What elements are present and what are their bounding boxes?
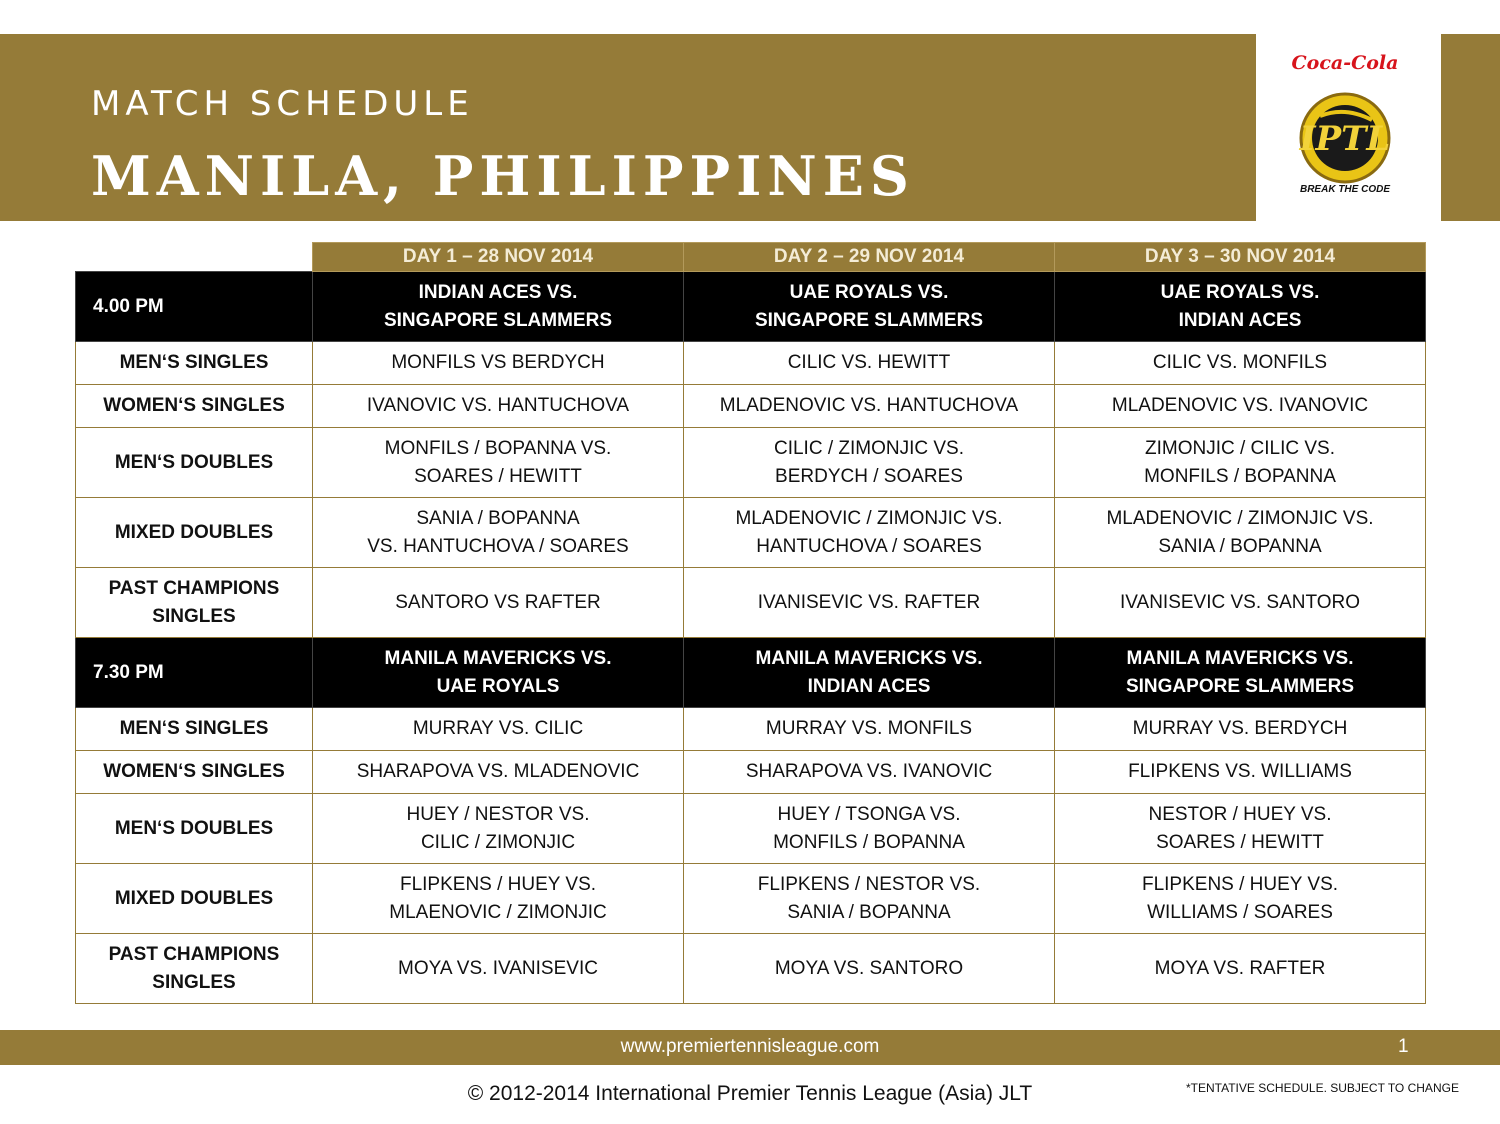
page-number: 1 (1398, 1036, 1409, 1057)
match-cell (684, 934, 1055, 1004)
cell-line: SHARAPOVA VS. MLADENOVIC (356, 761, 640, 782)
sponsor-wordmark: Coca-Cola (1291, 52, 1399, 74)
tie-cell (684, 272, 1055, 342)
cell-line: HUEY / TSONGA VS. (777, 803, 961, 825)
cell-line: SINGLES (152, 605, 236, 627)
cell-line: MLADENOVIC / ZIMONJIC VS. (735, 507, 1003, 529)
event-label (76, 864, 313, 934)
cell-line: MLADENOVIC VS. HANTUCHOVA (719, 395, 1019, 416)
day-header-3: DAY 3 – 30 NOV 2014 (1055, 243, 1426, 272)
event-label (76, 708, 313, 751)
cell-line: INDIAN ACES VS. (418, 281, 578, 303)
match-cell (313, 934, 684, 1004)
cell-line: MEN‘S DOUBLES (114, 817, 274, 839)
cell-line: SANTORO VS RAFTER (395, 591, 601, 613)
match-cell (1055, 498, 1426, 568)
cell-line: MANILA MAVERICKS VS. (1126, 647, 1354, 669)
match-cell (1055, 568, 1426, 638)
cell-line: CILIC / ZIMONJIC (420, 831, 576, 853)
cell-line: MIXED DOUBLES (114, 521, 274, 543)
cell-line: FLIPKENS VS. WILLIAMS (1128, 761, 1352, 782)
table-row (76, 708, 1426, 751)
cell-line: MLADENOVIC VS. IVANOVIC (1111, 395, 1369, 416)
match-cell (684, 794, 1055, 864)
tie-cell (313, 638, 684, 708)
day-header-1: DAY 1 – 28 NOV 2014 (313, 243, 684, 272)
session-time: 4.00 PM (76, 272, 313, 342)
corner-cell (76, 243, 313, 272)
cell-line: MLAENOVIC / ZIMONJIC (389, 901, 607, 923)
match-cell (313, 385, 684, 428)
event-label (76, 751, 313, 794)
disclaimer-note: *TENTATIVE SCHEDULE. SUBJECT TO CHANGE (1186, 1081, 1459, 1095)
cell-line: SHARAPOVA VS. IVANOVIC (745, 761, 993, 782)
cell-line: NESTOR / HUEY VS. (1148, 803, 1332, 825)
cell-line: HANTUCHOVA / SOARES (756, 535, 982, 557)
event-label (76, 342, 313, 385)
cell-line: SANIA / BOPANNA (787, 901, 951, 923)
cell-line: SINGLES (152, 971, 236, 993)
cell-line: MOYA VS. IVANISEVIC (398, 957, 598, 979)
event-label (76, 568, 313, 638)
match-cell (1055, 794, 1426, 864)
cell-line: MANILA MAVERICKS VS. (384, 647, 612, 669)
page-title: MANILA, PHILIPPINES (91, 144, 915, 208)
table-row (76, 934, 1426, 1004)
cell-line: PAST CHAMPIONS (108, 577, 280, 599)
cell-line: WILLIAMS / SOARES (1147, 901, 1333, 923)
cell-line: SOARES / HEWITT (1156, 831, 1324, 853)
cell-line: MONFILS VS BERDYCH (391, 352, 605, 373)
match-cell (1055, 708, 1426, 751)
session-row (76, 638, 1426, 708)
cell-line: CILIC / ZIMONJIC VS. (773, 437, 965, 459)
cell-line: INDIAN ACES (1178, 309, 1302, 331)
table-row (76, 751, 1426, 794)
match-cell (684, 428, 1055, 498)
match-cell (1055, 385, 1426, 428)
cell-line: CILIC VS. MONFILS (1152, 352, 1328, 373)
cell-line: VS. HANTUCHOVA / SOARES (367, 535, 629, 557)
match-cell (1055, 864, 1426, 934)
cell-line: IVANISEVIC VS. RAFTER (757, 591, 981, 613)
table-row (76, 342, 1426, 385)
cell-line: MURRAY VS. CILIC (412, 718, 584, 739)
cell-line: HUEY / NESTOR VS. (406, 803, 590, 825)
match-cell (313, 568, 684, 638)
event-label (76, 498, 313, 568)
cell-line: MEN‘S SINGLES (119, 718, 269, 739)
match-cell (313, 428, 684, 498)
match-cell (684, 385, 1055, 428)
event-label (76, 428, 313, 498)
cell-line: INDIAN ACES (807, 675, 931, 697)
session-time: 7.30 PM (76, 638, 313, 708)
match-cell (1055, 342, 1426, 385)
session-row (76, 272, 1426, 342)
match-cell (313, 498, 684, 568)
logo-tagline: BREAK THE CODE (1299, 184, 1390, 195)
match-cell (684, 498, 1055, 568)
cell-line: MONFILS / BOPANNA (773, 831, 965, 853)
cell-line: MEN‘S DOUBLES (114, 451, 274, 473)
cell-line: MOYA VS. RAFTER (1154, 957, 1326, 979)
match-cell (684, 751, 1055, 794)
cell-line: MEN‘S SINGLES (119, 352, 269, 373)
event-label (76, 794, 313, 864)
cell-line: MOYA VS. SANTORO (774, 957, 964, 979)
table-row (76, 864, 1426, 934)
footer-website-link[interactable]: www.premiertennisleague.com (620, 1036, 880, 1057)
table-row (76, 568, 1426, 638)
cell-line: MURRAY VS. BERDYCH (1132, 718, 1348, 739)
event-label (76, 934, 313, 1004)
cell-line: FLIPKENS / NESTOR VS. (757, 873, 981, 895)
match-cell (1055, 428, 1426, 498)
match-cell (684, 342, 1055, 385)
table-row (76, 498, 1426, 568)
cell-line: IVANISEVIC VS. SANTORO (1119, 591, 1361, 613)
cell-line: MONFILS / BOPANNA (1144, 465, 1336, 487)
match-cell (313, 864, 684, 934)
cell-line: UAE ROYALS VS. (789, 281, 949, 303)
cell-line: BERDYCH / SOARES (775, 465, 963, 487)
schedule-table (75, 242, 1426, 1004)
cell-line: MURRAY VS. MONFILS (765, 718, 973, 739)
match-cell (684, 568, 1055, 638)
match-cell (313, 342, 684, 385)
match-cell (313, 794, 684, 864)
cell-line: MLADENOVIC / ZIMONJIC VS. (1106, 507, 1374, 529)
match-cell (1055, 751, 1426, 794)
cell-line: UAE ROYALS VS. (1160, 281, 1320, 303)
cell-line: SINGAPORE SLAMMERS (1125, 675, 1355, 697)
match-cell (684, 708, 1055, 751)
tie-cell (684, 638, 1055, 708)
match-cell (313, 708, 684, 751)
match-cell (1055, 934, 1426, 1004)
event-label (76, 385, 313, 428)
cell-line: MANILA MAVERICKS VS. (755, 647, 983, 669)
table-row (76, 794, 1426, 864)
cell-line: MIXED DOUBLES (114, 887, 274, 909)
cell-line: SOARES / HEWITT (414, 465, 582, 487)
cell-line: SANIA / BOPANNA (416, 507, 580, 529)
tie-cell (313, 272, 684, 342)
cell-line: FLIPKENS / HUEY VS. (1141, 873, 1339, 895)
cell-line: ZIMONJIC / CILIC VS. (1144, 437, 1336, 459)
cell-line: FLIPKENS / HUEY VS. (399, 873, 597, 895)
cell-line: IVANOVIC VS. HANTUCHOVA (366, 395, 630, 416)
logo-mark: IPTL (1299, 119, 1391, 159)
cell-line: SANIA / BOPANNA (1158, 535, 1322, 557)
cell-line: SINGAPORE SLAMMERS (754, 309, 984, 331)
table-row (76, 428, 1426, 498)
cell-line: MONFILS / BOPANNA VS. (384, 437, 612, 459)
cell-line: SINGAPORE SLAMMERS (383, 309, 613, 331)
match-cell (684, 864, 1055, 934)
tie-cell (1055, 272, 1426, 342)
day-header-2: DAY 2 – 29 NOV 2014 (684, 243, 1055, 272)
banner-edge (1441, 34, 1500, 221)
match-cell (313, 751, 684, 794)
cell-line: CILIC VS. HEWITT (787, 352, 951, 373)
cell-line: WOMEN‘S SINGLES (103, 761, 285, 782)
copyright-notice: © 2012-2014 International Premier Tennis League (Asia) JLT (467, 1082, 1033, 1105)
page-subtitle: MATCH SCHEDULE (91, 84, 474, 124)
table-row (76, 385, 1426, 428)
cell-line: UAE ROYALS (436, 675, 560, 697)
day-header-row (76, 243, 1426, 272)
cell-line: PAST CHAMPIONS (108, 943, 280, 965)
cell-line: WOMEN‘S SINGLES (103, 395, 285, 416)
tie-cell (1055, 638, 1426, 708)
iptl-logo (1290, 50, 1400, 200)
